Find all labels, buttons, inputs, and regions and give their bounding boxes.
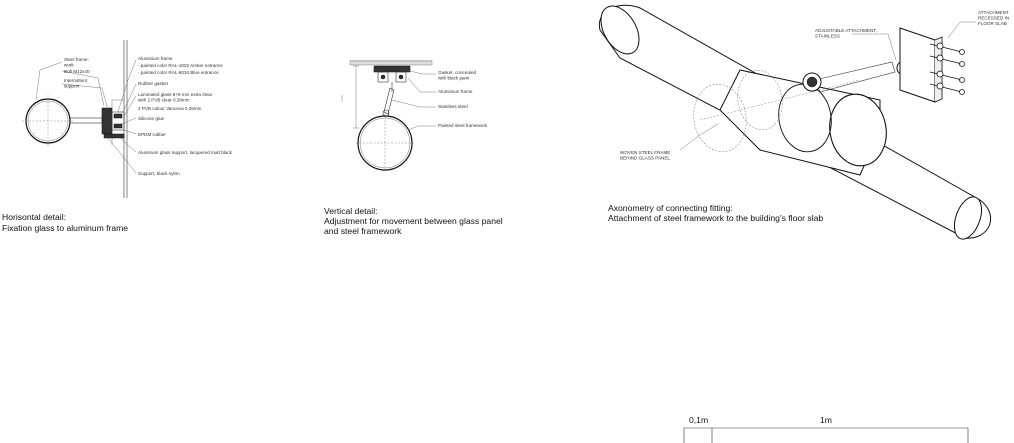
label-gasket — [438, 70, 476, 81]
label-stainless-steel: Stainless steel — [438, 104, 468, 109]
caption-axonometry-line1: Axonometry of connecting fitting: — [608, 203, 733, 213]
caption-horizontal-line1: Horisontal detail: — [2, 212, 67, 222]
label-laminated-glass — [138, 92, 213, 103]
aluminium-frame-section — [102, 108, 112, 134]
label-line: WOVEN STEEL FRAME — [620, 150, 671, 155]
label-steel-framework — [64, 57, 89, 68]
scale-bar — [684, 415, 968, 443]
label-line: ATTACHMENT — [978, 10, 1009, 15]
label-line: Intermittent — [64, 78, 87, 83]
label-line: FLOOR SLAB — [978, 21, 1007, 27]
label-aluminium-frame: Aluminium frame — [138, 56, 173, 61]
caption-axonometry-line2: Attachment of steel framework to the building's floor slab — [608, 213, 824, 223]
label-support-nylon: Support, black nylon — [138, 171, 180, 176]
caption-horizontal-line2: Fixation glass to aluminum frame — [2, 223, 129, 233]
caption-vertical-line2: Adjustment for movement between glass panel — [324, 216, 503, 226]
adjustable-arm — [815, 62, 895, 92]
label-line: with 2 PVB clear 0,38mm — [138, 97, 190, 103]
label-bolt: Bolt M12x40 — [64, 69, 90, 74]
label-line: BEHIND GLASS PANEL — [620, 155, 670, 161]
scale-label-small: 0,1m — [689, 415, 709, 425]
label-line: Gasket, concealed — [438, 70, 477, 75]
label-painted-steel: Painted steel framework — [438, 123, 488, 128]
floor-slab-plate — [900, 28, 935, 102]
label-line: Steel frame- — [64, 57, 90, 62]
caption-vertical-line3: and steel framework — [324, 226, 402, 236]
label-painted-blue: - painted color RAL-6034 Blue entrance — [138, 70, 219, 75]
label-vertical-aluminium-frame: Aluminium frame — [438, 89, 473, 94]
label-adjustable-attachment — [815, 28, 877, 39]
vertical-detail — [324, 61, 503, 236]
label-rubber-gasket: Rubber gasket — [138, 81, 168, 86]
label-line: ADJUSTABLE ATTACHMENT, — [815, 28, 877, 33]
horizontal-detail — [2, 40, 233, 233]
axonometry — [593, 0, 1009, 243]
leader-steel-framework — [36, 62, 62, 100]
label-line: work — [64, 62, 74, 68]
label-line: Laminated glass 8+8 mm extra clear — [138, 92, 213, 97]
label-silicone-glue: Silicone glue — [138, 116, 165, 121]
label-pvb-colour: 2 PVB colour Vanceva 0,38mm — [138, 106, 202, 111]
label-line: STAINLESS — [815, 33, 840, 39]
label-line: support — [64, 83, 80, 89]
label-line: RECESSED IN — [978, 15, 1010, 21]
caption-vertical-line1: Vertical detail: — [324, 206, 378, 216]
label-attachment-recessed — [978, 10, 1009, 26]
label-glass-support: Aluminum glass support, lacquered matt black — [138, 150, 232, 155]
label-intermittent-support — [64, 78, 88, 89]
ceiling-slab — [350, 61, 432, 65]
aluminium-frame-top — [374, 66, 410, 72]
scale-label-large: 1m — [820, 415, 832, 425]
label-woven-steel-frame — [620, 150, 670, 161]
label-epdm-rubber: EPDM rubber — [138, 132, 166, 137]
label-painted-amber: - painted color RAL-1002 Amber entrance — [138, 63, 223, 68]
label-line: with black paint — [438, 75, 470, 81]
